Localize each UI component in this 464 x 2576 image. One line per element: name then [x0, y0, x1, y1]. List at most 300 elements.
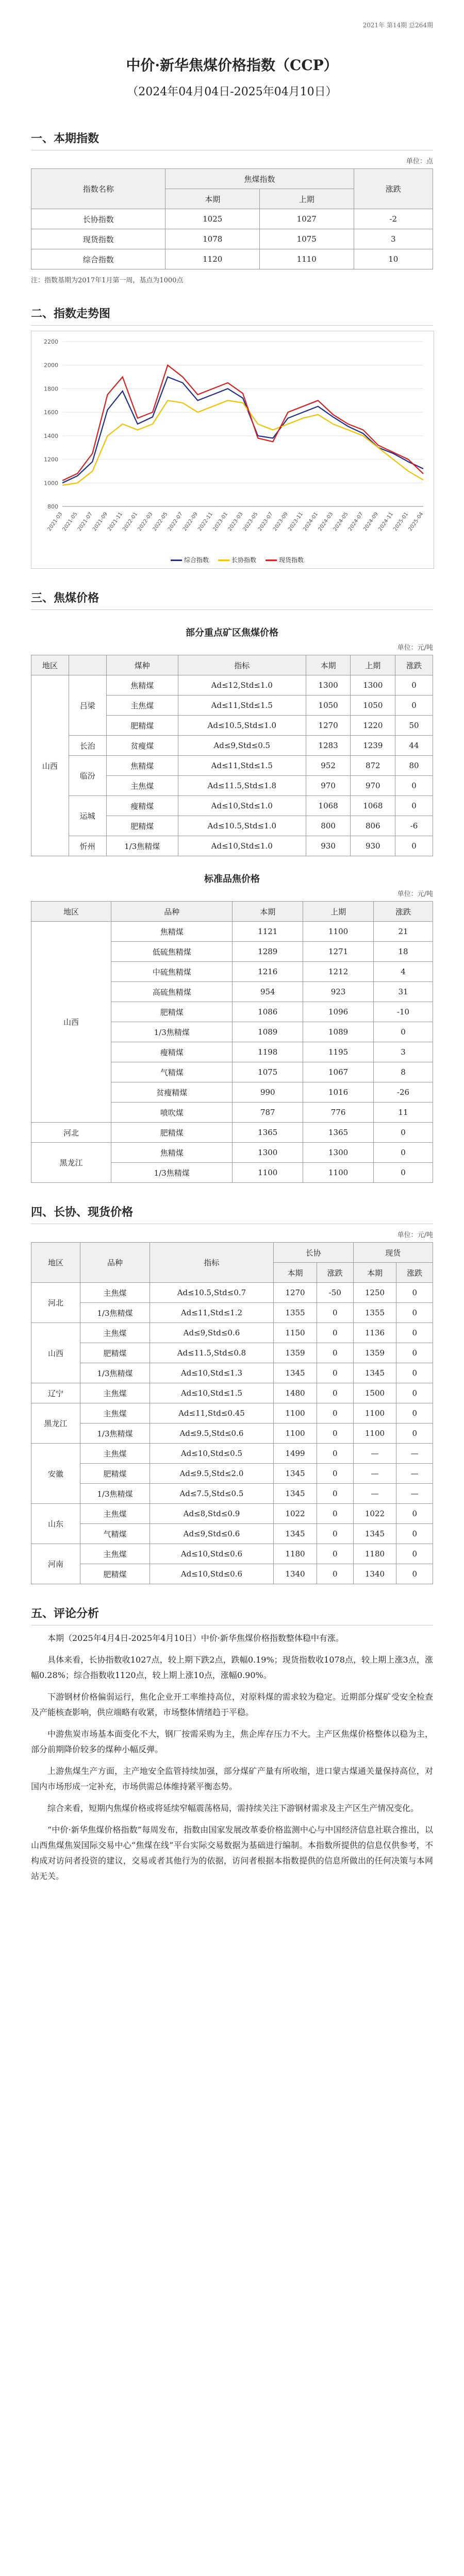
table-cell: 主焦煤	[106, 776, 178, 796]
table-cell: -6	[395, 816, 433, 836]
table-cell: 主焦煤	[80, 1383, 150, 1403]
y-tick-label: 1600	[44, 409, 58, 416]
col-header: 涨跌	[374, 902, 433, 922]
col-header-spec: 指标	[150, 1243, 273, 1283]
table-cell: Ad≤10,Std≤1.3	[150, 1363, 273, 1383]
x-tick-label: 2022-09	[181, 511, 199, 532]
table-cell: 1220	[351, 716, 395, 736]
x-tick-label: 2023-11	[287, 511, 305, 532]
table-row	[31, 229, 433, 249]
section-heading-current-index: 一、本期指数	[31, 130, 433, 150]
table-cell: 综合指数	[31, 249, 165, 269]
table-cell: 0	[396, 1423, 433, 1444]
col-header: 上期	[303, 902, 374, 922]
table-cell: 1068	[306, 796, 351, 816]
table-cell: 0	[317, 1484, 353, 1504]
table-cell: 瘦精煤	[111, 1042, 233, 1062]
table-row	[31, 1464, 433, 1484]
table-cell: 肥精煤	[111, 1123, 233, 1143]
section-heading-coking-coal-price: 三、焦煤价格	[31, 589, 433, 610]
table-cell: 1300	[233, 1143, 303, 1163]
table-cell: 肥精煤	[80, 1564, 150, 1584]
analysis-paragraph: “中价·新华焦煤价格指数”每周发布，指数由国家发展改革委价格监测中心与中国经济信息社联合推出，以山西焦煤焦炭国际交易中心“焦煤在线”平台实际交易数据为基础进行编制。本指数所提供的信息仅供参考，不构成对访问者投资的建议，交易或者其他行为的依据，访问者根据本指数提供的信息所做出的任何决策与本网站无关。	[31, 1825, 433, 1881]
trend-chart	[31, 331, 434, 569]
table-cell: 0	[317, 1363, 353, 1383]
table-cell: 气精煤	[111, 1062, 233, 1082]
table-cell: 806	[351, 816, 395, 836]
table-cell: 河北	[31, 1123, 111, 1143]
table-cell: 1/3焦精煤	[111, 1022, 233, 1042]
table-row	[31, 1323, 433, 1343]
table-cell: 0	[396, 1383, 433, 1403]
x-tick-label: 2022-07	[167, 511, 184, 532]
table-cell: 肥精煤	[106, 716, 178, 736]
table-cell: 安徽	[31, 1444, 80, 1504]
col-header-spot-change: 涨跌	[396, 1263, 433, 1283]
table-cell: 1355	[353, 1303, 396, 1323]
x-tick-label: 2023-01	[212, 511, 229, 532]
table-cell: 923	[303, 982, 374, 1002]
y-tick-label: 1000	[44, 480, 58, 487]
col-header-change: 涨跌	[354, 169, 433, 209]
x-tick-label: 2024-03	[317, 511, 335, 532]
table-cell: 忻州	[69, 836, 106, 856]
table-cell: Ad≤10.5,Std≤1.0	[178, 816, 306, 836]
table-row	[31, 1283, 433, 1303]
analysis-body	[31, 1631, 433, 1884]
table-cell: 河北	[31, 1283, 80, 1323]
x-tick-label: 2024-07	[347, 511, 364, 532]
table-cell: —	[396, 1444, 433, 1464]
standard-price-table	[31, 901, 433, 1183]
table-cell: 运城	[69, 796, 106, 836]
table-row	[31, 1544, 433, 1564]
table-cell: 0	[317, 1383, 353, 1403]
legend-swatch	[218, 560, 229, 561]
x-tick-label: 2022-03	[137, 511, 154, 532]
table-cell: 黑龙江	[31, 1403, 80, 1444]
x-tick-label: 2023-07	[257, 511, 274, 532]
table-cell: Ad≤11,Std≤1.2	[150, 1303, 273, 1323]
table-cell: 1100	[274, 1403, 317, 1423]
y-tick-label: 1200	[44, 456, 58, 463]
table-cell: 1180	[353, 1544, 396, 1564]
table-cell: 952	[306, 756, 351, 776]
table-cell: 990	[233, 1082, 303, 1103]
x-tick-label: 2022-11	[197, 511, 214, 532]
table-cell: Ad≤10,Std≤1.0	[178, 836, 306, 856]
current-index-table	[31, 168, 433, 269]
table-cell: Ad≤7.5,Std≤0.5	[150, 1484, 273, 1504]
table-cell: 1300	[351, 675, 395, 696]
series-line-2	[62, 365, 423, 481]
table-cell: 山东	[31, 1504, 80, 1544]
col-header: 本期	[233, 902, 303, 922]
table-cell: 3	[374, 1042, 433, 1062]
table-cell: 0	[395, 776, 433, 796]
table-cell: 1345	[274, 1464, 317, 1484]
table-cell: 1499	[274, 1444, 317, 1464]
table-cell: Ad≤10.5,Std≤1.0	[178, 716, 306, 736]
table-row	[31, 1403, 433, 1423]
col-header-variety: 品种	[80, 1243, 150, 1283]
table-cell: 0	[395, 696, 433, 716]
table-cell: 1345	[274, 1363, 317, 1383]
table-cell: 0	[374, 1143, 433, 1163]
table-cell: Ad≤11,Std≤0.45	[150, 1403, 273, 1423]
table-cell: 31	[374, 982, 433, 1002]
table-row	[31, 1423, 433, 1444]
table-cell: 1359	[274, 1343, 317, 1363]
issue-line: 2021年 第14期 总264期	[362, 22, 433, 29]
table-cell: 0	[396, 1343, 433, 1363]
table-row	[31, 1383, 433, 1403]
table-row	[31, 1123, 433, 1143]
table-cell: 气精煤	[80, 1524, 150, 1544]
table-cell: 1110	[259, 249, 354, 269]
x-tick-label: 2024-01	[302, 511, 320, 532]
table-cell: 焦精煤	[111, 922, 233, 942]
col-header: 煤种	[106, 655, 178, 675]
table-cell: 0	[396, 1323, 433, 1343]
analysis-paragraph: 本期（2025年4月4日-2025年4月10日）中价·新华焦煤价格指数整体稳中有涨。	[47, 1633, 344, 1643]
table-cell: 0	[396, 1403, 433, 1423]
table-cell: 肥精煤	[106, 816, 178, 836]
table-cell: 河南	[31, 1544, 80, 1584]
table-cell: 1068	[351, 796, 395, 816]
unit-label: 单位：元/吨	[397, 644, 433, 652]
table-cell: 1345	[274, 1484, 317, 1504]
table-cell: 1198	[233, 1042, 303, 1062]
table-row	[31, 836, 433, 856]
col-header-contract-change: 涨跌	[317, 1263, 353, 1283]
table-cell: 1340	[353, 1564, 396, 1584]
table-cell: 长协指数	[31, 209, 165, 229]
table-cell: 主焦煤	[80, 1323, 150, 1343]
table-cell: 10	[354, 249, 433, 269]
table-cell: 1/3焦精煤	[80, 1363, 150, 1383]
table-cell: Ad≤9,Std≤0.6	[150, 1524, 273, 1544]
table-cell: 1100	[353, 1423, 396, 1444]
unit-label: 单位：点	[406, 158, 433, 165]
table-cell: Ad≤10,Std≤1.5	[150, 1383, 273, 1403]
table-cell: 贫瘦煤	[106, 736, 178, 756]
table-cell: 954	[233, 982, 303, 1002]
table-cell: 1216	[233, 962, 303, 982]
table-cell: 1022	[274, 1504, 317, 1524]
table-cell: 1/3焦精煤	[80, 1484, 150, 1504]
table-cell: 1089	[303, 1022, 374, 1042]
table-row	[31, 209, 433, 229]
table-cell: 山西	[31, 1323, 80, 1383]
legend-label: 现货指数	[279, 556, 304, 564]
table-cell: Ad≤11,Std≤1.5	[178, 756, 306, 776]
table-cell: Ad≤8,Std≤0.9	[150, 1504, 273, 1524]
table-cell: 1195	[303, 1042, 374, 1062]
x-tick-label: 2024-09	[362, 511, 379, 532]
table-cell: 肥精煤	[80, 1464, 150, 1484]
table-row	[31, 1504, 433, 1524]
table-cell: 970	[306, 776, 351, 796]
table-cell: 8	[374, 1062, 433, 1082]
table-cell: Ad≤11.5,Std≤0.8	[150, 1343, 273, 1363]
table-cell: 1075	[259, 229, 354, 249]
table-cell: 18	[374, 942, 433, 962]
table-cell: 0	[395, 796, 433, 816]
table-row	[31, 736, 433, 756]
table-cell: 1121	[233, 922, 303, 942]
table-cell: 0	[396, 1283, 433, 1303]
analysis-paragraph: 下游钢材价格偏弱运行，焦化企业开工率维持高位，对原料煤的需求较为稳定。近期部分煤矿受安全检查及产能核查影响，供应端略有收紧，市场整体情绪趋于平稳。	[31, 1692, 433, 1717]
col-header: 指标	[178, 655, 306, 675]
col-header	[69, 655, 106, 675]
table-row	[31, 1484, 433, 1504]
x-tick-label: 2022-05	[152, 511, 169, 532]
table-cell: 0	[396, 1303, 433, 1323]
table-cell: Ad≤11,Std≤1.5	[178, 696, 306, 716]
table-cell: 1136	[353, 1323, 396, 1343]
table-cell: 0	[317, 1524, 353, 1544]
table-cell: 1067	[303, 1062, 374, 1082]
table-cell: 1022	[353, 1504, 396, 1524]
table-row	[31, 796, 433, 816]
table-cell: 4	[374, 962, 433, 982]
legend-swatch	[266, 560, 277, 561]
col-header: 地区	[31, 902, 111, 922]
table-cell: 0	[317, 1303, 353, 1323]
table-cell: 1150	[274, 1323, 317, 1343]
table-cell: 1359	[353, 1343, 396, 1363]
table-cell: 焦精煤	[111, 1143, 233, 1163]
table-cell: 黑龙江	[31, 1143, 111, 1183]
contract-spot-table	[31, 1242, 433, 1584]
table-cell: 0	[317, 1423, 353, 1444]
x-tick-label: 2023-05	[242, 511, 259, 532]
table-cell: Ad≤9,Std≤0.6	[150, 1323, 273, 1343]
mine-price-table	[31, 655, 433, 856]
section-heading-trend: 二、指数走势图	[31, 305, 433, 326]
table-cell: Ad≤10,Std≤0.6	[150, 1564, 273, 1584]
table-cell: 吕梁	[69, 675, 106, 736]
table-cell: 贫瘦精煤	[111, 1082, 233, 1103]
table-cell: Ad≤12,Std≤1.0	[178, 675, 306, 696]
table-cell: 山西	[31, 922, 111, 1123]
x-tick-label: 2021-03	[46, 511, 64, 532]
table-cell: 80	[395, 756, 433, 776]
table-cell: 1365	[233, 1123, 303, 1143]
index-note: 注：指数基期为2017年1月第一周，基点为1000点	[31, 277, 184, 284]
table-cell: 1120	[165, 249, 260, 269]
x-tick-label: 2021-07	[76, 511, 94, 532]
col-header: 本期	[306, 655, 351, 675]
table-cell: 0	[395, 836, 433, 856]
table-cell: 山西	[31, 675, 69, 856]
table-cell: 1480	[274, 1383, 317, 1403]
col-header: 上期	[351, 655, 395, 675]
table-cell: 1089	[233, 1022, 303, 1042]
table-row	[31, 1564, 433, 1584]
table-cell: -2	[354, 209, 433, 229]
table-cell: 0	[317, 1504, 353, 1524]
table-cell: 0	[396, 1564, 433, 1584]
table-cell: 776	[303, 1103, 374, 1123]
x-tick-label: 2021-05	[61, 511, 79, 532]
table-cell: 1078	[165, 229, 260, 249]
x-tick-label: 2021-11	[107, 511, 124, 532]
table-cell: 0	[395, 675, 433, 696]
table-cell: 1/3焦精煤	[80, 1423, 150, 1444]
table-cell: 0	[317, 1564, 353, 1584]
table-cell: 3	[354, 229, 433, 249]
table-cell: 0	[317, 1544, 353, 1564]
y-tick-label: 2000	[44, 362, 58, 369]
table-cell: 主焦煤	[106, 696, 178, 716]
table-cell: 焦精煤	[106, 675, 178, 696]
legend-label: 综合指数	[184, 556, 209, 564]
analysis-paragraph: 具体来看，长协指数收1027点，较上期下跌2点，跌幅0.19%；现货指数收1078点，较上期上涨3点，涨幅0.28%；综合指数收1120点，较上期上涨10点，涨幅0.90%。	[31, 1655, 433, 1680]
table-row	[31, 1363, 433, 1383]
table-cell: 1100	[233, 1163, 303, 1183]
table-row	[31, 675, 433, 696]
table-cell: 1270	[274, 1283, 317, 1303]
table-cell: 主焦煤	[80, 1283, 150, 1303]
table-cell: 低硫焦精煤	[111, 942, 233, 962]
table-cell: 1016	[303, 1082, 374, 1103]
table-row	[31, 1444, 433, 1464]
table-cell: —	[396, 1484, 433, 1504]
table-cell: —	[396, 1464, 433, 1484]
table-cell: 1086	[233, 1002, 303, 1022]
col-header-contract-current: 本期	[274, 1263, 317, 1283]
table-cell: 1283	[306, 736, 351, 756]
table-cell: Ad≤10,Std≤1.0	[178, 796, 306, 816]
table-row	[31, 1143, 433, 1163]
table-cell: 1300	[306, 675, 351, 696]
table-cell: 肥精煤	[111, 1002, 233, 1022]
table-cell: 1365	[303, 1123, 374, 1143]
col-header-spot: 现货	[353, 1243, 433, 1263]
table-cell: 0	[374, 1163, 433, 1183]
col-header-region: 地区	[31, 1243, 80, 1283]
table-row	[31, 1343, 433, 1363]
table-cell: 辽宁	[31, 1383, 80, 1403]
col-header: 地区	[31, 655, 69, 675]
table-cell: 800	[306, 816, 351, 836]
table-cell: Ad≤9.5,Std≤2.0	[150, 1464, 273, 1484]
table-cell: 1025	[165, 209, 260, 229]
table-cell: 1500	[353, 1383, 396, 1403]
col-header-current: 本期	[165, 189, 260, 209]
page-subtitle: （2024年04月04日-2025年04月10日）	[127, 86, 337, 98]
x-tick-label: 2023-03	[227, 511, 244, 532]
y-tick-label: 800	[47, 503, 58, 510]
page-title: 中价·新华焦煤价格指数（CCP）	[126, 57, 338, 74]
table-cell: 1100	[303, 922, 374, 942]
table-cell: 1/3焦精煤	[80, 1303, 150, 1323]
table-cell: 1100	[353, 1403, 396, 1423]
table-cell: 0	[374, 1123, 433, 1143]
table-cell: 主焦煤	[80, 1444, 150, 1464]
table-cell: -26	[374, 1082, 433, 1103]
unit-label: 单位：元/吨	[397, 890, 433, 898]
table-cell: 1100	[274, 1423, 317, 1444]
table-cell: 930	[351, 836, 395, 856]
table-cell: 1050	[351, 696, 395, 716]
table-cell: 1289	[233, 942, 303, 962]
analysis-paragraph: 综合来看，短期内焦煤价格或将延续窄幅震荡格局，需持续关注下游钢材需求及主产区生产情况变化。	[47, 1803, 419, 1813]
table-cell: 高硫焦精煤	[111, 982, 233, 1002]
table-title-mine-prices: 部分重点矿区焦煤价格	[186, 628, 278, 638]
table-cell: 11	[374, 1103, 433, 1123]
table-row	[31, 249, 433, 269]
analysis-paragraph: 上游焦煤生产方面，主产地安全监管持续加强，部分煤矿产量有所收缩，进口蒙古煤通关量保持高位，对国内市场形成一定补充，市场供需总体维持紧平衡态势。	[31, 1766, 433, 1791]
table-cell: Ad≤11.5,Std≤1.8	[178, 776, 306, 796]
table-cell: 0	[374, 1022, 433, 1042]
table-cell: 1300	[303, 1143, 374, 1163]
table-cell: 喷吹煤	[111, 1103, 233, 1123]
table-row	[31, 1524, 433, 1544]
table-cell: —	[353, 1444, 396, 1464]
x-tick-label: 2024-05	[332, 511, 350, 532]
analysis-paragraph: 中游焦炭市场基本面变化不大，钢厂按需采购为主，焦企库存压力不大。主产区焦煤价格整体以稳为主，部分前期降价较多的煤种小幅反弹。	[31, 1729, 433, 1754]
table-cell: 临汾	[69, 756, 106, 796]
table-cell: 1100	[303, 1163, 374, 1183]
table-cell: 0	[396, 1524, 433, 1544]
table-cell: 1/3焦精煤	[111, 1163, 233, 1183]
table-cell: 1340	[274, 1564, 317, 1584]
table-cell: 长治	[69, 736, 106, 756]
table-cell: 0	[317, 1323, 353, 1343]
col-header-previous: 上期	[259, 189, 354, 209]
table-cell: 787	[233, 1103, 303, 1123]
x-tick-label: 2025-01	[392, 511, 410, 532]
table-cell: 0	[317, 1444, 353, 1464]
table-cell: 1096	[303, 1002, 374, 1022]
table-cell: 主焦煤	[80, 1504, 150, 1524]
table-cell: 1345	[353, 1363, 396, 1383]
table-cell: 970	[351, 776, 395, 796]
series-line-1	[62, 400, 423, 485]
table-row	[31, 756, 433, 776]
table-cell: Ad≤10,Std≤0.6	[150, 1544, 273, 1564]
col-header-index-name: 指数名称	[31, 169, 165, 209]
table-cell: —	[353, 1464, 396, 1484]
table-cell: 1180	[274, 1544, 317, 1564]
y-tick-label: 1400	[44, 432, 58, 439]
table-cell: Ad≤10.5,Std≤0.7	[150, 1283, 273, 1303]
section-heading-analysis: 五、评论分析	[31, 1605, 433, 1625]
table-cell: 0	[317, 1343, 353, 1363]
table-cell: 1271	[303, 942, 374, 962]
legend-label: 长协指数	[231, 556, 256, 564]
y-tick-label: 2200	[44, 338, 58, 345]
section-heading-contract-spot: 四、长协、现货价格	[31, 1204, 433, 1224]
table-cell: 1345	[274, 1524, 317, 1544]
trend-chart-svg	[31, 331, 434, 553]
table-cell: 0	[396, 1363, 433, 1383]
table-cell: 1075	[233, 1062, 303, 1082]
table-cell: 21	[374, 922, 433, 942]
col-header-group: 焦煤指数	[165, 169, 354, 189]
table-cell: 现货指数	[31, 229, 165, 249]
table-cell: 930	[306, 836, 351, 856]
table-cell: -50	[317, 1283, 353, 1303]
table-cell: 872	[351, 756, 395, 776]
col-header-spot-current: 本期	[353, 1263, 396, 1283]
table-cell: 主焦煤	[80, 1544, 150, 1564]
table-cell: 0	[396, 1504, 433, 1524]
x-tick-label: 2023-09	[272, 511, 289, 532]
